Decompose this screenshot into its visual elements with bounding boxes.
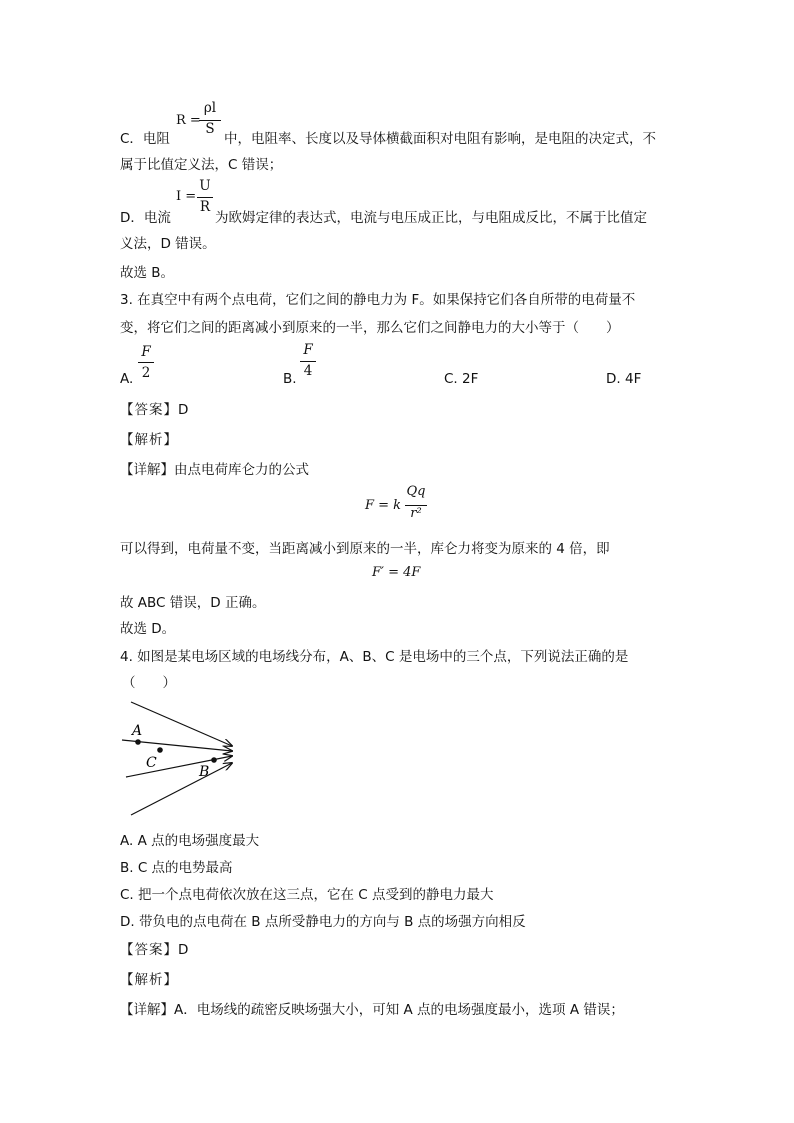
q3-formula-lhs: F = k [365, 498, 402, 513]
q4-analysis-tag: 【解析】 [120, 972, 178, 988]
c-option-label: C．电阻 [120, 131, 170, 147]
q3-option-d: D. 4F [606, 371, 642, 387]
choose-b: 故选 B。 [120, 265, 175, 281]
q4-option-a: A. A 点的电场强度最大 [120, 833, 260, 849]
q4-line-1: 4. 如图是某电场区域的电场线分布，A、B、C 是电场中的三个点，下列说法正确的是 [120, 649, 629, 665]
q3-option-c: C. 2F [444, 371, 479, 387]
q3-formula-numerator: Qq [406, 484, 426, 499]
c-formula-lhs: R = [176, 113, 201, 128]
point-b-dot [211, 757, 217, 763]
q4-detail: 【详解】A．电场线的疏密反映场强大小，可知 A 点的电场强度最小，选项 A 错误； [120, 1002, 624, 1018]
point-c-dot [157, 747, 163, 753]
electric-field-diagram [110, 690, 250, 820]
d-formula-lhs: I = [176, 189, 197, 204]
q3-explain: 可以得到，电荷量不变，当距离减小到原来的一半，库仑力将变为原来的 4 倍，即 [120, 541, 610, 557]
q3-line-1: 3. 在真空中有两个点电荷，它们之间的静电力为 F。如果保持它们各自所带的电荷量不 [120, 292, 636, 308]
d-option-text-2: 义法，D 错误。 [120, 236, 216, 252]
q3-option-a-label: A. [120, 371, 134, 387]
q3-option-a-denominator: 2 [141, 365, 151, 381]
q3-formula-2: F′ = 4F [372, 565, 421, 580]
q3-analysis-tag: 【解析】 [120, 432, 178, 448]
q3-choose: 故选 D。 [120, 621, 176, 637]
q3-option-a-line [138, 362, 154, 363]
d-option-label: D．电流 [120, 210, 171, 226]
q3-option-b-label: B. [283, 371, 297, 387]
c-option-text-2: 属于比值定义法，C 错误； [120, 157, 283, 173]
c-formula-numerator: ρl [203, 100, 217, 116]
q3-detail: 【详解】由点电荷库仑力的公式 [120, 462, 309, 478]
q3-option-b-line [300, 361, 316, 362]
c-formula-denominator: S [205, 121, 215, 137]
q4-option-d: D. 带负电的点电荷在 B 点所受静电力的方向与 B 点的场强方向相反 [120, 914, 526, 930]
q3-option-b-numerator: F [303, 342, 313, 358]
q3-line-2: 变，将它们之间的距离减小到原来的一半，那么它们之间静电力的大小等于（ ） [120, 320, 620, 336]
q4-answer: 【答案】D [120, 942, 190, 958]
q3-formula-denominator: r² [410, 506, 422, 521]
point-a-dot [135, 739, 141, 745]
q4-option-c: C. 把一个点电荷依次放在这三点，它在 C 点受到的静电力最大 [120, 887, 494, 903]
point-c-label: C [146, 755, 157, 771]
q4-option-b: B. C 点的电势最高 [120, 860, 233, 876]
d-option-text: 为欧姆定律的表达式，电流与电压成正比，与电阻成反比，不属于比值定 [215, 210, 647, 226]
d-fraction-line [197, 197, 213, 198]
d-formula-denominator: R [199, 199, 211, 215]
q3-option-b-denominator: 4 [303, 363, 313, 379]
c-option-text: 中，电阻率、长度以及导体横截面积对电阻有影响，是电阻的决定式，不 [224, 131, 656, 147]
q3-answer: 【答案】D [120, 402, 190, 418]
point-a-label: A [132, 723, 143, 739]
field-line-1 [131, 702, 232, 746]
q3-option-a-numerator: F [141, 344, 151, 360]
d-formula-numerator: U [199, 178, 211, 194]
q3-wrong: 故 ABC 错误，D 正确。 [120, 595, 266, 611]
q4-line-2: （ ） [122, 675, 176, 691]
point-b-label: B [199, 764, 210, 780]
